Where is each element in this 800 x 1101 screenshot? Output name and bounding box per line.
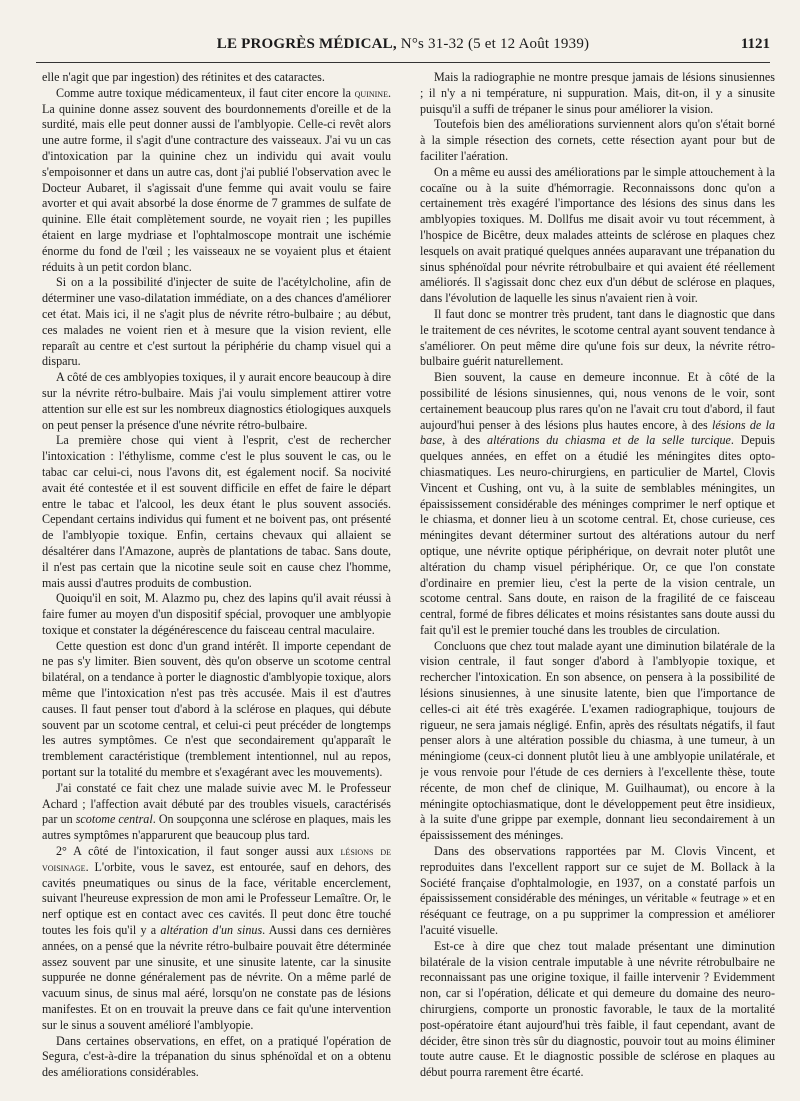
paragraph: Mais la radiographie ne montre presque jamais de lésions sinusiennes ; il n'y a ni température, ni suppuration. Mais, dit-on, il y a sinusite puisqu'il a suffi de trépaner le sinus pour améliorer la vision. [420, 70, 775, 116]
text-run: . Depuis quelques années, en effet on a étudié les méningites dites opto-chiasmatiques. Les neuro-chirurgiens, en particulier de Martel, Clovis Vincent et Cushing, ont vu, à la suite de semblables méningites, un épaississement considérable des méninges comprimer le nerf optique et le chiasma, et donner lieu à un scotome central. Et, chose curieuse, ces méningites devant déterminer surtout des altérations autour du nerf optique, une névrite optique périphérique, on devrait noter plutôt une altération du champ visuel périphérique. Or, ce que l'on constate d'ordinaire en premier lieu, c'est la perte de la vision centrale, un scotome central. Sans doute, en raison de la fragilité de ce faisceau central, formé de fibres délicates et moins résistantes sans doute aussi du fait qu'il est le premier touché dans les troubles de circulation. [420, 433, 775, 637]
paragraph: Si on a la possibilité d'injecter de suite de l'acétylcholine, afin de déterminer une vaso-dilatation immédiate, on a des chances d'améliorer cet état. Mais ici, il ne s'agit plus de névrite rétro-bulbaire ; au début, ces malades ne voient rien et à mesure que la vision revient, elle reparaît au centre et c'est surtout la périphérie du champ visuel qui a disparu. [42, 275, 391, 369]
text-run: 2° A côté de l'intoxication, il faut songer aussi aux [56, 844, 341, 859]
paragraph: On a même eu aussi des améliorations par le simple attouchement à la cocaïne ou à la suite d'hémorragie. Reconnaissons donc qu'on a certainement très exagéré l'importance des lésions des sinus dans les amblyopies toxiques. M. Dollfus me disait avoir vu tout récemment, à l'hospice de Bicêtre, deux malades atteints de sclérose en plaques chez lesquels on avait pratiqué quelques années auparavant une trépanation du sinus sphénoïdal pour névrite rétrobulbaire et qui avaient été réellement améliorés. Il s'agissait donc chez eux d'un début de sclérose en plaques, dans l'évolution de laquelle les sinus n'avaient rien à voir. [420, 164, 775, 306]
right-column [420, 70, 775, 1095]
left-column [42, 70, 391, 1095]
paragraph: Est-ce à dire que chez tout malade présentant une diminution bilatérale de la vision centrale imputable à une névrite rétrobulbaire ne reconnaissant pas une origine toxique, il faille intervenir ? Evidemment non, car si l'opération, délicate et qui demeure du domaine des neuro-chirurgiens, comporte un pronostic favorable, le taux de la mortalité post-opératoire étant aujourd'hui très faible, il faut cependant, avant de décider, être sinon très sûr du diagnostic, pouvoir tout au moins éliminer toute autre cause. Et le diagnostic possible de sclérose en plaques au début pourra rarement être écarté. [420, 938, 775, 1080]
small-caps-term: lésions de voisinage [42, 844, 391, 874]
text-run: . La quinine donne assez souvent des bourdonnements d'oreille et de la surdité, mais elle peut donner aussi de l'amblyopie. Celle-ci revêt alors une autre forme, il s'agit d'une contracture des vaisseaux. J'ai vu un cas d'intoxication par la quinine chez un individu qui avait voulu s'empoisonner et dans un autre cas, dont j'ai publié l'observation avec le Docteur Aubaret, il s'agissait d'une femme qui avait voulu se faire avorter et qui avait absorbé la dose énorme de 7 grammes de sulfate de quinine. Elle était complètement sourde, ne voyait rien ; les pupilles étaient en large mydriase et l'ophtalmoscope montrait une ischémie énorme du fond de l'œil ; les vaisseaux ne se voyaient plus et étaient réduits à un petit cordon blanc. [42, 85, 391, 274]
issue-info: N°s 31-32 (5 et 12 Août 1939) [400, 36, 590, 52]
header-rule [36, 62, 770, 63]
paragraph: Quoiqu'il en soit, M. Alazmo pu, chez des lapins qu'il avait réussi à faire fumer au moyen d'un dispositif spécial, provoquer une amblyopie toxique et constater la dégénérescence du faisceau central maculaire. [42, 591, 391, 637]
running-head [36, 36, 770, 53]
paragraph: Toutefois bien des améliorations surviennent alors qu'on s'était borné à la simple résection des cornets, cette résection ayant pour but de faciliter l'aération. [420, 117, 775, 163]
paragraph [42, 781, 391, 844]
text-run: Comme autre toxique médicamenteux, il faut citer encore la [56, 85, 355, 100]
paragraph: Dans des observations rapportées par M. Clovis Vincent, et reproduites dans l'excellent rapport sur ce sujet de M. Bollack à la Société française d'ophtalmologie, en 1937, on a constaté parfois un épaississement considérable des méninges, un véritable « feutrage » et en réséquant ce feutrage, on a pu supprimer la compression et améliorer l'acuité visuelle. [420, 844, 775, 938]
paragraph: Il faut donc se montrer très prudent, tant dans le diagnostic que dans le traitement de ces névrites, le scotome central ayant souvent tendance à s'améliorer. On peut même dire qu'une fois sur deux, la névrite rétro-bulbaire guérit naturellement. [420, 306, 775, 369]
text-run: . On soupçonna une sclérose en plaques, mais les autres symptômes n'apparurent que beaucoup plus tard. [42, 812, 391, 843]
journal-title: LE PROGRÈS MÉDICAL, [216, 36, 397, 52]
paragraph: elle n'agit que par ingestion) des rétinites et des cataractes. [42, 70, 325, 84]
page-number: 1121 [740, 36, 770, 52]
small-caps-term: quinine [354, 85, 388, 100]
paragraph [42, 86, 391, 276]
paragraph: Dans certaines observations, en effet, on a pratiqué l'opération de Segura, c'est-à-dire la trépanation du sinus sphénoïdal et on a obtenu des améliorations considérables. [42, 1033, 391, 1080]
italic-term: lésions de la base [420, 417, 775, 448]
paragraph: Cette question est donc d'un grand intérêt. Il importe cependant de ne pas s'y limiter. Bien souvent, dès qu'on observe un scotome central bilatéral, on a tendance à porter le diagnostic d'amblyopie toxique, alors même que l'intoxication n'est pas très accusée. Mais il est d'autres causes. Il faut penser tout d'abord à la sclérose en plaques, qui débute souvent par un scotome central, et celui-ci peut précéder de longtemps les autres symptômes. Ce n'est que secondairement qu'apparaît le tremblement caractéristique (tremblement intentionnel, nul au repos, portant sur la totalité du membre et s'exagérant avec les mouvements). [42, 638, 391, 780]
page-header [36, 36, 770, 60]
paragraph: Concluons que chez tout malade ayant une diminution bilatérale de la vision centrale, il faut songer d'abord à l'amblyopie toxique, et rechercher l'intoxication. En son absence, on pensera à la possibilité de lésions sinusiennes, à une sinusite latente, bien que l'importance de celles-ci ait été très exagérée. L'examen radiographique, toujours de rigueur, ne sera jamais négligé. Enfin, après des résultats négatifs, il faut penser alors à une altération possible du chiasma, à une tumeur, à un méningiome (ceux-ci donnent plutôt lieu à une amblyopie unilatérale, et je vous renvoie pour l'étude de ces derniers à l'excellente thèse, toute récente, de mon chef de clinique, M. Guilhaumat), ou encore à la méningite optochiasmatique, dont le développement peut être insidieux, à la suite d'une grippe par exemple, donnant lieu secondairement à un épaississement des méninges. [420, 638, 775, 843]
paragraph [42, 844, 391, 1034]
paragraph: A côté de ces amblyopies toxiques, il y aurait encore beaucoup à dire sur la névrite rétro-bulbaire. Mais j'ai voulu simplement attirer votre attention sur elle est sur les nombreux diagnostics étiologiques auxquels on peut penser la présence d'une névrite rétro-bulbaire. [42, 370, 391, 432]
italic-term: scotome central [75, 812, 153, 827]
text-run: . L'orbite, vous le savez, est entourée, sauf en dehors, des cavités pneumatiques ou sinus de la face, véritable encerclement, suivant l'heureuse expression de mon ami le Professeur Lemaître. Or, le nerf optique est en contact avec ces cavités. Il peut donc être touché toutes les fois qu'il y a [42, 859, 391, 938]
paragraph [420, 370, 775, 639]
text-run: . Aussi dans ces dernières années, on a pensé que la névrite rétro-bulbaire pouvait être déterminée assez souvent par une sinusite, et une sinusite latente, car la sinusite suppurée ne donne généralement pas de névrite. On a même parlé de vacuum sinus, de sinus mal aéré, lorsqu'on ne constate pas de lésions manifestes. Et on en trouvait la preuve dans ce fait qu'une intervention sur le sinus a souvent amélioré l'amblyopie. [42, 923, 391, 1032]
italic-term: altération d'un sinus [160, 923, 263, 938]
text-run: Bien souvent, la cause en demeure inconnue. Et à côté de la possibilité de lésions sinusiennes, qui, nous venons de le voir, sont certainement beaucoup plus rares qu'on ne l'avait cru tout d'abord, il faut aujourd'hui penser à des lésions plus hautes encore, à des [420, 370, 775, 432]
text-run: , à des [442, 433, 488, 448]
text-run: J'ai constaté ce fait chez une malade suivie avec M. le Professeur Achard ; l'affection avait débuté par des troubles visuels, caractérisés par un [42, 780, 391, 827]
italic-term: altérations du chiasma et de la selle turcique [487, 433, 731, 448]
paragraph: La première chose qui vient à l'esprit, c'est de rechercher l'intoxication : l'éthylisme, comme c'est le plus souvent le cas, ou le tabac car celui-ci, nous l'avons dit, est également nocif. Sa nocivité avait été contestée et il est souvent difficile en effet de faire le départ entre le tabac et l'alcool, les deux étant le plus souvent associés. Cependant certains individus qui fument et ne boivent pas, ont présenté de l'amblyopie toxique. Enfin, certains chevaux qui allaient se désaltérer dans l'Amazone, auprès de plantations de tabac. Sans doute, il n'est pas certain que la nicotine seule soit en cause chez l'homme, mais aussi d'autres produits de combustion. [42, 433, 391, 590]
